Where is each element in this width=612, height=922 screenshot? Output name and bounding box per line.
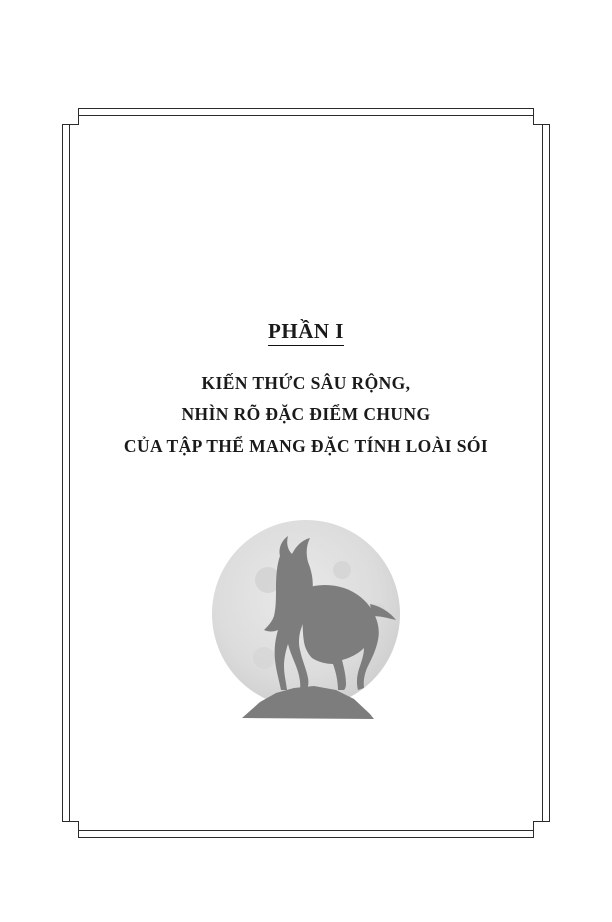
part-label: PHẦN I [268,318,344,346]
subtitle [69,368,543,461]
corner-notch-bottom-right [533,821,550,838]
subtitle-line-2: NHÌN RÕ ĐẶC ĐIỂM CHUNG [181,404,431,425]
title-block [69,318,543,462]
corner-notch-bottom-left [62,821,79,838]
corner-notch-top-left [62,108,79,125]
wolf-moon-illustration [202,518,410,726]
corner-notch-top-right [533,108,550,125]
subtitle-line-3: CỦA TẬP THỂ MANG ĐẶC TÍNH LOÀI SÓI [123,435,489,456]
subtitle-line-1: KIẾN THỨC SÂU RỘNG, [201,373,411,394]
